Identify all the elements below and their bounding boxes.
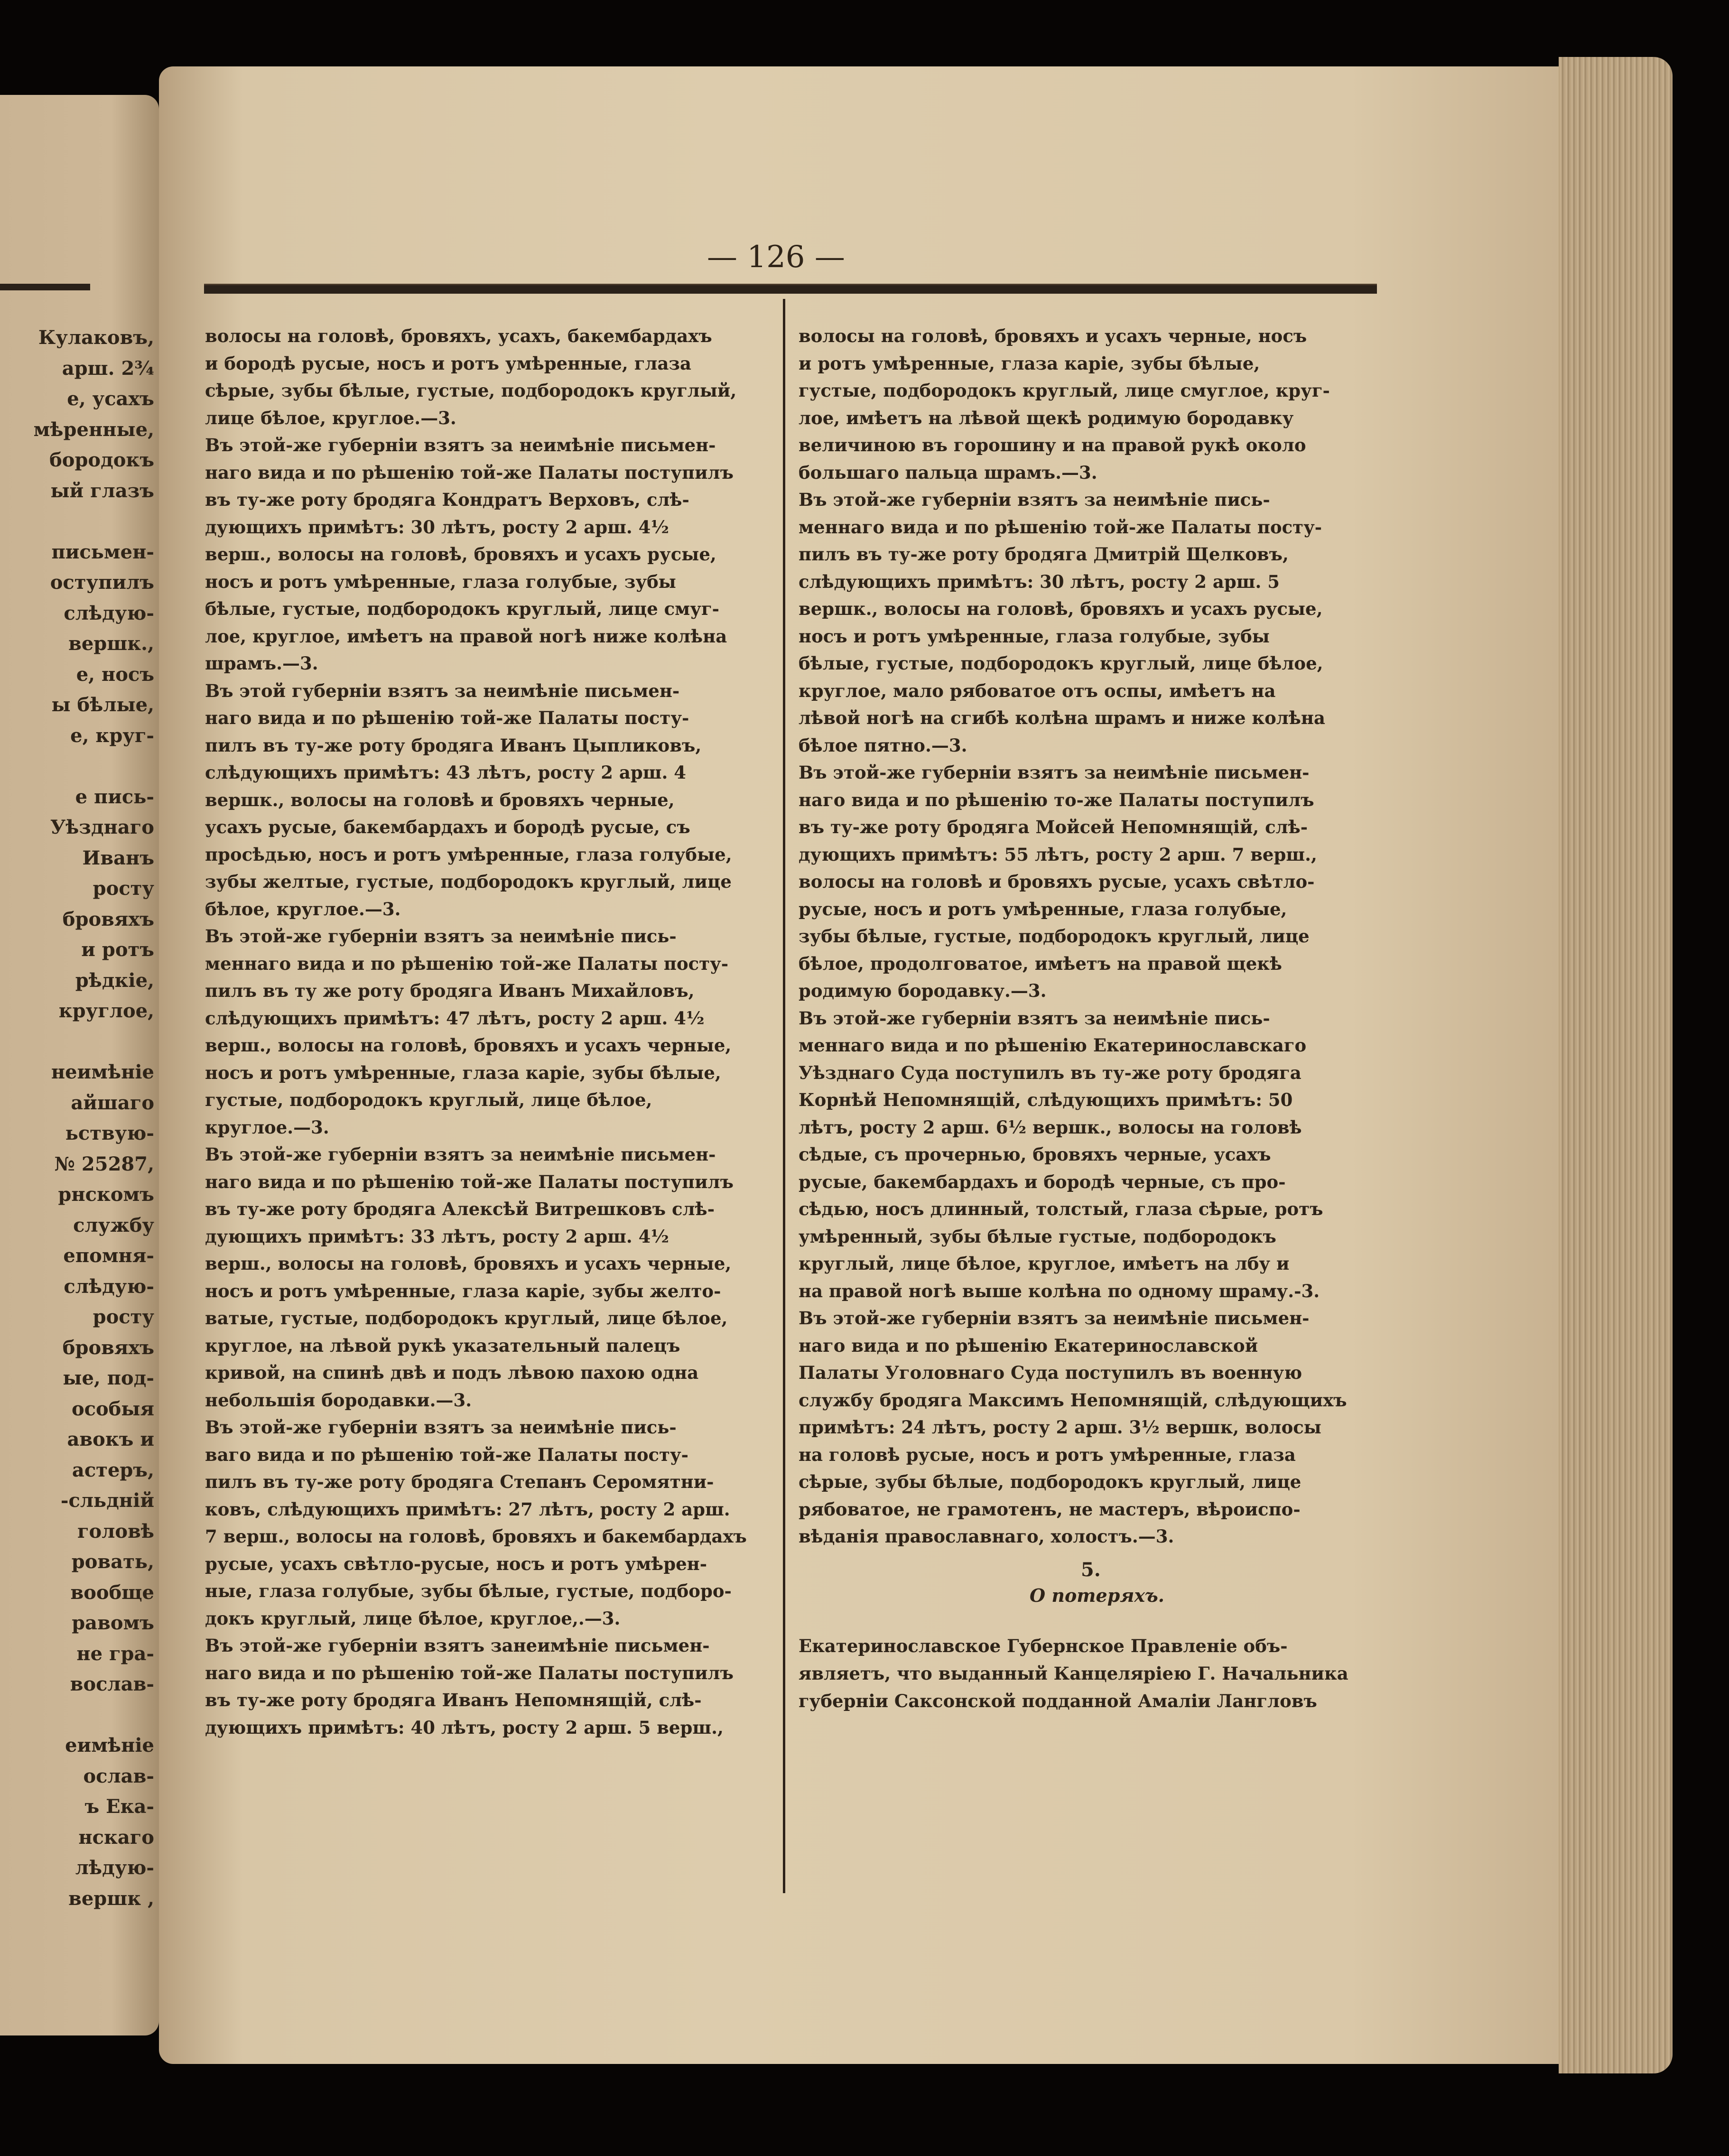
text-line: Въ этой-же губерніи взятъ за неимѣніе пись- <box>799 489 1270 510</box>
text-line: русые, бакембардахъ и бородѣ черные, съ про- <box>799 1171 1286 1192</box>
text-line: на правой ногѣ выше колѣна по одному шраму.-3. <box>799 1280 1320 1301</box>
text-line: службу бродяга Максимъ Непомнящій, слѣдующихъ <box>799 1389 1347 1411</box>
text-line: Въ этой-же губерніи взятъ за неимѣніе письмен- <box>799 762 1310 783</box>
text-line: усахъ русые, бакембардахъ и бородѣ русые, съ <box>205 817 690 837</box>
text-line: наго вида и по рѣшенію той-же Палаты посту- <box>205 707 689 728</box>
text-line: меннаго вида и по рѣшенію той-же Палаты посту- <box>799 516 1322 538</box>
text-line: ватые, густые, подбородокъ круглый, лице бѣлое, <box>205 1308 728 1329</box>
text-line: Палаты Уголовнаго Суда поступилъ въ военную <box>799 1362 1302 1383</box>
text-line: дующихъ примѣтъ: 40 лѣтъ, росту 2 арш. 5 верш., <box>205 1717 724 1738</box>
column-divider <box>783 299 785 1893</box>
text-line: большаго пальца шрамъ.—3. <box>799 462 1097 483</box>
text-line: бѣлые, густые, подбородокъ круглый, лице смуг- <box>205 598 720 619</box>
text-line: Корнѣй Непомнящій, слѣдующихъ примѣтъ: 50 <box>799 1089 1293 1110</box>
text-line: Екатеринославское Губернское Правленіе объ- <box>799 1636 1288 1656</box>
text-line: ваго вида и по рѣшенію той-же Палаты посту- <box>205 1444 689 1465</box>
text-line: густые, подбородокъ круглый, лице бѣлое, <box>205 1089 652 1110</box>
text-line: ровать, <box>71 1551 154 1573</box>
text-line: е, усахъ <box>67 388 154 410</box>
text-line: величиною въ горошину и на правой рукѣ около <box>799 435 1306 455</box>
text-line: не гра- <box>76 1642 154 1665</box>
text-line: лице бѣлое, круглое.—3. <box>205 407 456 428</box>
text-line: № 25287, <box>54 1152 154 1175</box>
text-line: умѣренный, зубы бѣлые густые, подбородокъ <box>799 1226 1276 1247</box>
text-line: и ротъ <box>81 939 154 961</box>
text-line: наго вида и по рѣшенію той-же Палаты поступилъ <box>205 462 734 483</box>
text-line: слѣдующихъ примѣтъ: 43 лѣтъ, росту 2 арш. 4 <box>205 762 686 783</box>
text-line: рнскомъ <box>58 1183 154 1206</box>
text-line: въ ту-же роту бродяга Кондратъ Верховъ, слѣ- <box>205 489 689 510</box>
text-line: родимую бородавку.—3. <box>799 980 1047 1001</box>
text-line: епомня- <box>63 1245 154 1267</box>
text-line: носъ и ротъ умѣренные, глаза каріе, зубы желто- <box>205 1280 721 1301</box>
notice-text <box>799 1632 1380 1715</box>
text-line: головѣ <box>77 1520 154 1543</box>
text-line: бородокъ <box>49 449 154 471</box>
text-line: небольшія бородавки.—3. <box>205 1389 472 1411</box>
text-line: бѣлые, густые, подбородокъ круглый, лице бѣлое, <box>799 653 1323 674</box>
text-line: оступилъ <box>50 571 154 594</box>
text-line: вѣданія православнаго, холостъ.—3. <box>799 1526 1174 1547</box>
text-line: Въ этой-же губерніи взятъ за неимѣніе пись- <box>205 1417 677 1438</box>
text-line: Въ этой-же губерніи взятъ занеимѣніе письмен- <box>205 1635 710 1656</box>
text-line: равомъ <box>72 1612 154 1634</box>
text-line <box>0 506 154 537</box>
text-line: круглый, лице бѣлое, круглое, имѣетъ на лбу и <box>799 1253 1290 1274</box>
text-line: вершк., волосы на головѣ и бровяхъ черные, <box>205 789 675 810</box>
text-line: бровяхъ <box>62 908 154 930</box>
text-line: носъ и ротъ умѣренные, глаза каріе, зубы бѣлые, <box>205 1062 721 1083</box>
text-line: волосы на головѣ и бровяхъ русые, усахъ свѣтло- <box>799 871 1315 892</box>
text-line: круглое.—3. <box>205 1116 329 1138</box>
text-line: пилъ въ ту-же роту бродяга Дмитрій Щелковъ, <box>799 544 1289 565</box>
text-line: ъ Ека- <box>84 1795 154 1818</box>
text-line: айшаго <box>71 1091 154 1114</box>
text-line: шрамъ.—3. <box>205 653 318 674</box>
text-line: дующихъ примѣтъ: 33 лѣтъ, росту 2 арш. 4½ <box>205 1226 669 1247</box>
text-line: зубы бѣлые, густые, подбородокъ круглый, лице <box>799 926 1310 947</box>
text-line <box>0 751 154 782</box>
left-page-text <box>0 323 154 1914</box>
text-line: службу <box>73 1214 154 1236</box>
text-line: въ ту-же роту бродяга Иванъ Непомнящій, слѣ- <box>205 1690 702 1710</box>
text-line: роcту <box>93 1306 154 1328</box>
text-line: ные, глаза голубые, зубы бѣлые, густые, подборо- <box>205 1580 732 1601</box>
text-line: ы бѣлые, <box>51 694 154 716</box>
text-line: наго вида и по рѣшенію то-же Палаты поступилъ <box>799 789 1314 810</box>
text-line: дующихъ примѣтъ: 30 лѣтъ, росту 2 арш. 4½ <box>205 516 669 538</box>
text-line: еимѣніе <box>65 1734 154 1756</box>
text-line: наго вида и по рѣшенію той-же Палаты поступилъ <box>205 1662 734 1683</box>
column-right <box>799 323 1380 1551</box>
section-title: О потеряхъ. <box>1030 1585 1165 1606</box>
text-line <box>0 1700 154 1731</box>
text-line: бѣлое, продолговатое, имѣетъ на правой щекѣ <box>799 953 1282 974</box>
column-left <box>205 323 777 1741</box>
text-line: волосы на головѣ, бровяхъ и усахъ черные, носъ <box>799 325 1307 346</box>
text-line: сѣдые, съ прочернью, бровяхъ черные, усахъ <box>799 1144 1271 1165</box>
text-line: бровяхъ <box>62 1336 154 1359</box>
text-line: круглое, на лѣвой рукѣ указательный палецъ <box>205 1335 680 1356</box>
text-line: ьствую- <box>65 1122 154 1144</box>
text-line: Иванъ <box>82 846 154 869</box>
text-line: меннаго вида и по рѣшенію Екатеринославскаго <box>799 1035 1307 1056</box>
text-line: зубы желтые, густые, подбородокъ круглый, лице <box>205 871 732 892</box>
text-line: лое, круглое, имѣетъ на правой ногѣ ниже колѣна <box>205 625 727 647</box>
text-line: вершк , <box>68 1887 154 1910</box>
text-line: слѣдующихъ примѣтъ: 47 лѣтъ, росту 2 арш. 4½ <box>205 1007 705 1029</box>
left-page-rule <box>0 284 90 290</box>
section-number: 5. <box>1081 1559 1101 1581</box>
text-line: арш. 2¾ <box>62 357 154 380</box>
text-line: е, круг- <box>70 724 154 747</box>
text-line: слѣдующихъ примѣтъ: 30 лѣтъ, росту 2 арш. 5 <box>799 571 1280 592</box>
text-line: ый глазъ <box>50 479 154 502</box>
left-page <box>0 95 159 2035</box>
text-line: наго вида и по рѣшенію той-же Палаты поступилъ <box>205 1171 734 1192</box>
text-line: русые, носъ и ротъ умѣренные, глаза голубые, <box>799 898 1287 920</box>
text-line: просѣдью, носъ и ротъ умѣренные, глаза голубые, <box>205 844 732 865</box>
text-line: лѣдую- <box>75 1857 154 1879</box>
text-line: Въ этой губерніи взятъ за неимѣніе письмен- <box>205 680 680 701</box>
text-line: лое, имѣетъ на лѣвой щекѣ родимую бородавку <box>799 407 1294 428</box>
text-line: мѣренные, <box>33 418 154 441</box>
header-rule <box>204 284 1377 294</box>
text-line: Въ этой-же губерніи взятъ за неимѣніе пись- <box>799 1007 1270 1029</box>
text-line: верш., волосы на головѣ, бровяхъ и усахъ русые, <box>205 544 716 565</box>
text-line: являетъ, что выданный Канцеляріею Г. Начальника <box>799 1663 1348 1684</box>
text-line: лѣтъ, росту 2 арш. 6½ вершк., волосы на головѣ <box>799 1116 1302 1138</box>
text-line: неимѣніе <box>51 1061 154 1083</box>
text-line: верш., волосы на головѣ, бровяхъ и усахъ черные, <box>205 1253 732 1274</box>
text-line: рѣдкіе, <box>75 969 154 992</box>
text-line: Въ этой-же губерніи взятъ за неимѣніе письмен- <box>205 435 716 455</box>
text-line: примѣтъ: 24 лѣтъ, росту 2 арш. 3½ вершк, волосы <box>799 1417 1321 1438</box>
text-line: Въ этой-же губерніи взятъ за неимѣніе письмен- <box>799 1308 1310 1329</box>
text-line: волосы на головѣ, бровяхъ, усахъ, бакембардахъ <box>205 325 712 346</box>
text-line: ослав- <box>83 1765 154 1787</box>
text-line: на головѣ русые, носъ и ротъ умѣренные, глаза <box>799 1444 1296 1465</box>
text-line: вершк., волосы на головѣ, бровяхъ и усахъ русые, <box>799 598 1323 619</box>
text-line: круглое, <box>58 1000 154 1022</box>
text-line: нскаго <box>78 1826 154 1849</box>
text-line <box>0 1027 154 1058</box>
text-line: русые, усахъ свѣтло-русые, носъ и ротъ умѣрен- <box>205 1553 707 1574</box>
page-number: — 126 — <box>707 240 845 275</box>
text-line: росту <box>93 877 154 900</box>
text-line: кривой, на спинѣ двѣ и подъ лѣвою пахою одна <box>205 1362 699 1383</box>
text-line: наго вида и по рѣшенію Екатеринославской <box>799 1335 1258 1356</box>
text-line: губерніи Саксонской подданной Амаліи Лангловъ <box>799 1691 1317 1711</box>
text-line: вершк., <box>68 632 154 655</box>
text-line: письмен- <box>51 540 154 563</box>
text-line: въ ту-же роту бродяга Алексѣй Витрешковъ слѣ- <box>205 1199 715 1219</box>
text-line: пилъ въ ту-же роту бродяга Степанъ Серомятни- <box>205 1471 714 1492</box>
text-line: е, носъ <box>76 663 154 686</box>
text-line: вообще <box>70 1581 154 1604</box>
text-line: сѣрые, зубы бѣлые, подбородокъ круглый, лице <box>799 1471 1301 1492</box>
text-line: авокъ и <box>67 1428 154 1450</box>
text-line: круглое, мало рябоватое отъ оспы, имѣетъ на <box>799 680 1276 701</box>
text-line: въ ту-же роту бродяга Мойсей Непомнящій, слѣ- <box>799 817 1308 837</box>
text-line: Въ этой-же губерніи взятъ за неимѣніе письмен- <box>205 1144 716 1165</box>
text-line: Въ этой-же губерніи взятъ за неимѣніе пись- <box>205 926 677 947</box>
text-line: 7 верш., волосы на головѣ, бровяхъ и бакембардахъ <box>205 1526 747 1547</box>
page-edges <box>1559 57 1673 2073</box>
text-line: слѣдую- <box>64 1275 154 1298</box>
text-line: сѣрые, зубы бѣлые, густые, подбородокъ круглый, <box>205 380 737 401</box>
text-line: Уѣзднаго Суда поступилъ въ ту-же роту бродяга <box>799 1062 1301 1083</box>
text-line: рябоватое, не грамотенъ, не мастеръ, вѣроиспо- <box>799 1498 1301 1520</box>
text-line: ковъ, слѣдующихъ примѣтъ: 27 лѣтъ, росту 2 арш. <box>205 1498 730 1520</box>
text-line: верш., волосы на головѣ, бровяхъ и усахъ черные, <box>205 1035 732 1056</box>
text-line: и бородѣ русые, носъ и ротъ умѣренные, глаза <box>205 353 692 374</box>
text-line: Уѣзднаго <box>50 816 154 838</box>
text-line: -сльдній <box>60 1489 154 1512</box>
text-line: меннаго вида и по рѣшенію той-же Палаты посту- <box>205 953 729 974</box>
text-line: пилъ въ ту же роту бродяга Иванъ Михайловъ, <box>205 980 695 1001</box>
text-line: астеръ, <box>72 1459 154 1481</box>
text-line: сѣдью, носъ длинный, толстый, глаза сѣрые, ротъ <box>799 1199 1323 1219</box>
text-line: дующихъ примѣтъ: 55 лѣтъ, росту 2 арш. 7 верш., <box>799 844 1317 865</box>
text-line: и ротъ умѣренные, глаза каріе, зубы бѣлые, <box>799 353 1260 374</box>
text-line: густые, подбородокъ круглый, лице смуглое, круг- <box>799 380 1330 401</box>
text-line: лѣвой ногѣ на сгибѣ колѣна шрамъ и ниже колѣна <box>799 707 1325 728</box>
text-line: слѣдую- <box>64 602 154 624</box>
text-line: е пись- <box>75 785 154 808</box>
text-line: докъ круглый, лице бѣлое, круглое,.—3. <box>205 1608 621 1629</box>
text-line: носъ и ротъ умѣренные, глаза голубые, зубы <box>799 625 1270 647</box>
text-line: Кулаковъ, <box>38 326 154 349</box>
text-line: особыя <box>71 1397 154 1420</box>
text-line: ые, под- <box>63 1367 154 1389</box>
text-line: пилъ въ ту-же роту бродяга Иванъ Цыпликовъ, <box>205 734 702 756</box>
text-line: бѣлое пятно.—3. <box>799 734 967 756</box>
text-line: носъ и ротъ умѣренные, глаза голубые, зубы <box>205 571 676 592</box>
text-line: вослав- <box>70 1673 154 1695</box>
text-line: бѣлое, круглое.—3. <box>205 898 401 920</box>
